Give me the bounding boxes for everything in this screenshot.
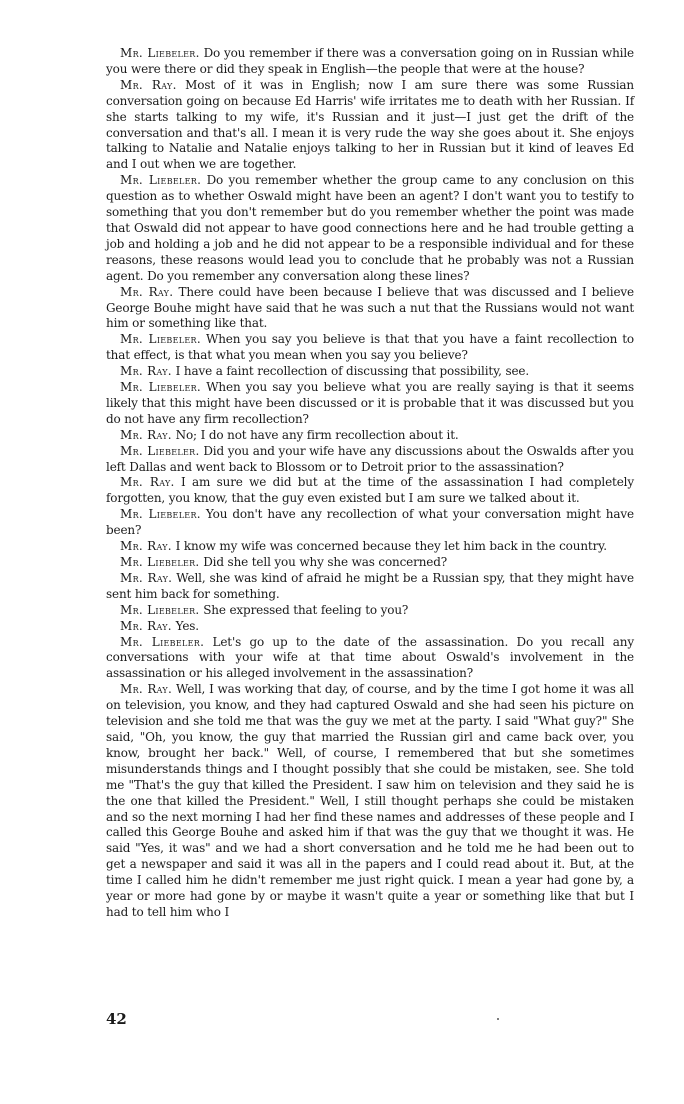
speaker-label: Mr. Liebeler. (120, 507, 201, 522)
testimony-text-run: Do you remember whether the group came to any conclusion on this question as to whether Oswald might have been an agent? I don't want you to testify to something that you don't remember but do you remember whether the point was made that Oswald did not appear to have good connections here and he had trouble getting a job and holding a job and he did not appear to be a responsible individual and for these reasons, these reasons would lead you to conclude that he probably was not a Russian agent. Do you remember any conversation along these lines? (106, 173, 634, 283)
testimony-paragraph (106, 635, 634, 683)
testimony-paragraph (106, 46, 634, 78)
testimony-text-run: When you say you believe what you are really saying is that it seems likely that this might have been discussed or it is probable that it was discussed but you do not have any firm recollection? (106, 380, 634, 426)
speaker-label: Mr. Liebeler. (120, 602, 200, 617)
testimony-paragraph (106, 619, 634, 635)
speaker-label: Mr. Ray. (120, 427, 172, 442)
speaker-label: Mr. Ray. (120, 284, 174, 299)
testimony-text-run: Well, she was kind of afraid he might be a Russian spy, that they might have sent him back for something. (106, 570, 634, 601)
speaker-label: Mr. Liebeler. (120, 173, 202, 188)
testimony-paragraph (106, 682, 634, 921)
testimony-text-run: I have a faint recollection of discussing that possibility, see. (175, 364, 530, 379)
testimony-text-run: Do you remember if there was a conversation going on in Russian while you were there or did they speak in English—the people that were at the house? (106, 46, 634, 76)
speaker-label: Mr. Ray. (120, 364, 172, 379)
scan-speck (497, 1018, 499, 1020)
testimony-paragraph (106, 603, 634, 619)
speaker-label: Mr. Ray. (120, 539, 172, 554)
testimony-paragraph (106, 539, 634, 555)
testimony-paragraph (106, 78, 634, 173)
testimony-paragraph (106, 285, 634, 333)
testimony-paragraph (106, 364, 634, 380)
testimony-text-run: Most of it was in English; now I am sure there was some Russian conversation going on because Ed Harris' wife irritates me to death with her Russian. If she starts talking to my wife, it's Russian and it just—I just get the drift of the conversation and that's all. I mean it is very rude the way she goes about it. She enjoys talking to Natalie and Natalie enjoys talking to her in Russian but it kind of leaves Ed and I out when we are together. (106, 77, 634, 172)
speaker-label: Mr. Liebeler. (120, 46, 200, 60)
speaker-label: Mr. Ray. (120, 77, 177, 92)
testimony-paragraph (106, 507, 634, 539)
speaker-label: Mr. Liebeler. (120, 634, 205, 649)
testimony-text-run: Did you and your wife have any discussions about the Oswalds after you left Dallas and went back to Blossom or to Detroit prior to the assassination? (106, 443, 634, 474)
speaker-label: Mr. Ray. (120, 682, 173, 697)
testimony-text-run: There could have been because I believe that was discussed and I believe George Bouhe might have said that he was such a nut that the Russians would not want him or something like that. (106, 284, 634, 331)
testimony-text-run: You don't have any recollection of what your conversation might have been? (106, 507, 634, 538)
testimony-paragraph (106, 571, 634, 603)
testimony-text-run: I am sure we did but at the time of the assassination I had completely forgotten, you know, that the guy even existed but I am sure we talked about it. (106, 475, 634, 506)
testimony-text-run: No; I do not have any firm recollection about it. (175, 427, 459, 442)
testimony-text-run: Did she tell you why she was concerned? (203, 555, 448, 569)
testimony-text-run: She expressed that feeling to you? (203, 602, 409, 617)
speaker-label: Mr. Liebeler. (120, 380, 202, 395)
speaker-label: Mr. Liebeler. (120, 332, 201, 347)
testimony-paragraph (106, 555, 634, 571)
speaker-label: Mr. Liebeler. (120, 443, 200, 458)
testimony-text (106, 46, 634, 921)
testimony-text-run: Let's go up to the date of the assassination. Do you recall any conversations with your wife at that time about Oswald's involvement in the assassination or his alleged involvement in the assassination? (106, 634, 634, 681)
testimony-paragraph (106, 380, 634, 428)
testimony-paragraph (106, 475, 634, 507)
testimony-text-run: I know my wife was concerned because they let him back in the country. (175, 539, 607, 554)
testimony-paragraph (106, 428, 634, 444)
speaker-label: Mr. Ray. (120, 618, 172, 633)
testimony-paragraph (106, 173, 634, 284)
testimony-paragraph (106, 332, 634, 364)
speaker-label: Mr. Ray. (120, 475, 175, 490)
speaker-label: Mr. Liebeler. (120, 555, 200, 569)
speaker-label: Mr. Ray. (120, 570, 173, 585)
testimony-paragraph (106, 444, 634, 476)
testimony-text-run: Yes. (175, 618, 199, 633)
testimony-text-run: Well, I was working that day, of course, and by the time I got home it was all on television, you know, and they had captured Oswald and she had seen his picture on television and she told me that was the guy we met at the party. I said "What guy?" She said, "Oh, you know, the guy that married the Russian girl and came back over, you know, brought her back." Well, of course, I remembered that but she sometimes misunderstands things and I thought possibly that she could be mistaken, see. She told me "That's the guy that killed the President. I saw him on television and they said he is the one that killed the President." Well, I still thought perhaps she could be mistaken and so the next morning I had her find these names and addresses of these people and I called this George Bouhe and asked him if that was the guy that we thought it was. He said "Yes, it was" and we had a short conversation and he told me he had been out to get a newspaper and said it was all in the papers and I could read about it. But, at the time I called him he didn't remember me just right quick. I mean a year had gone by, a year or more had gone by or maybe it wasn't quite a year or something like that but I had to tell him who I (106, 682, 634, 919)
page-number: 42 (106, 1010, 127, 1028)
testimony-text-run: When you say you believe is that that you have a faint recollection to that effect, is that what you mean when you say you believe? (106, 332, 634, 363)
